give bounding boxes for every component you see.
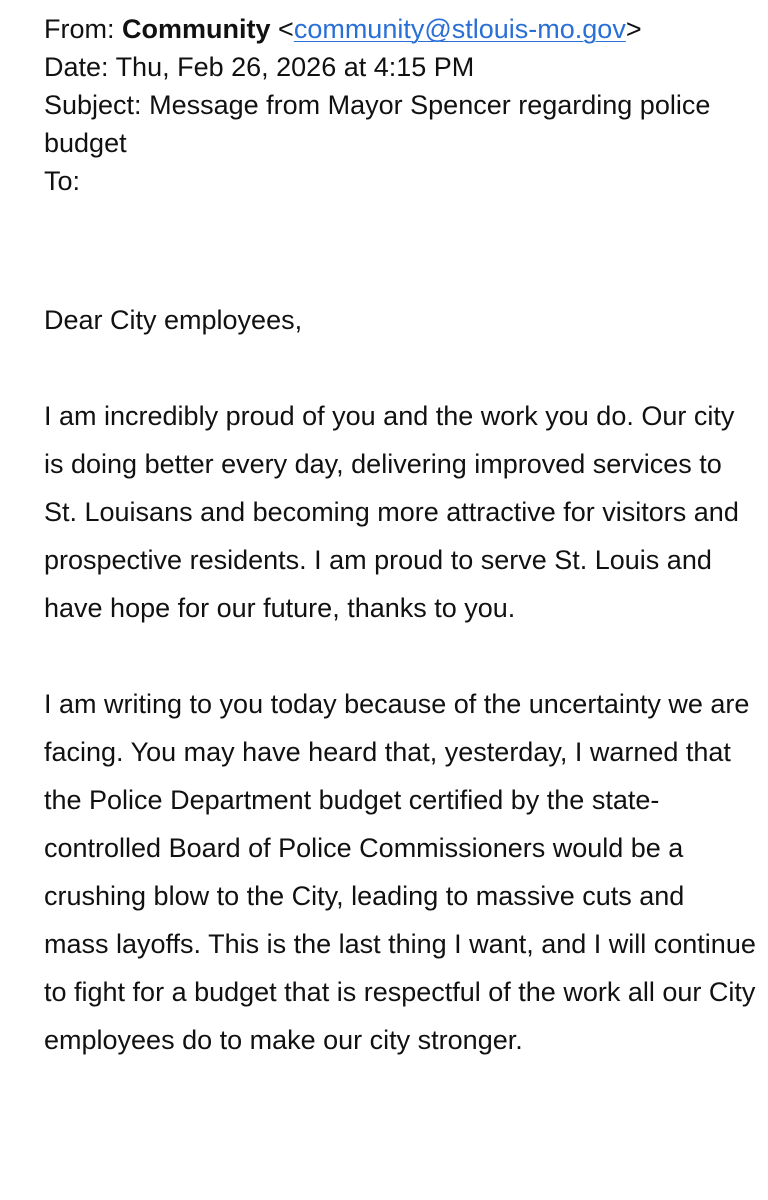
body-paragraph: I am writing to you today because of the uncertainty we are facing. You may have heard that, yesterday, I warned that the Police Department budget certified by the state-controlled Board of Police Commissioners would be a crushing blow to the City, leading to massive cuts and mass layoffs. This is the last thing I want, and I will continue to fight for a budget that is respectful of the work all our City employees do to make our city stronger. [44, 689, 756, 1055]
email-header [44, 10, 756, 200]
sender-email-close-bracket: > [625, 14, 642, 44]
date-line [44, 48, 756, 86]
subject-label: Subject: [44, 90, 142, 120]
sender-email-open-bracket: < [278, 14, 294, 44]
body-paragraph: I am incredibly proud of you and the work you do. Our city is doing better every day, delivering improved services to St. Louisans and becoming more attractive for visitors and prospective residents. I am proud to serve St. Louis and have hope for our future, thanks to you. [44, 401, 739, 623]
to-line [44, 162, 756, 200]
subject-value: Message from Mayor Spencer regarding police budget [44, 90, 711, 158]
greeting: Dear City employees, [44, 305, 303, 335]
from-label: From: [44, 14, 115, 44]
sender-email-link[interactable]: community@stlouis-mo.gov [293, 14, 626, 44]
email-body [44, 296, 756, 1064]
to-label: To: [44, 166, 81, 196]
date-value: Thu, Feb 26, 2026 at 4:15 PM [115, 52, 475, 82]
date-label: Date: [44, 52, 109, 82]
subject-line [44, 86, 756, 162]
email-message [44, 0, 756, 1112]
sender-name: Community [122, 14, 271, 44]
from-line [44, 10, 756, 48]
